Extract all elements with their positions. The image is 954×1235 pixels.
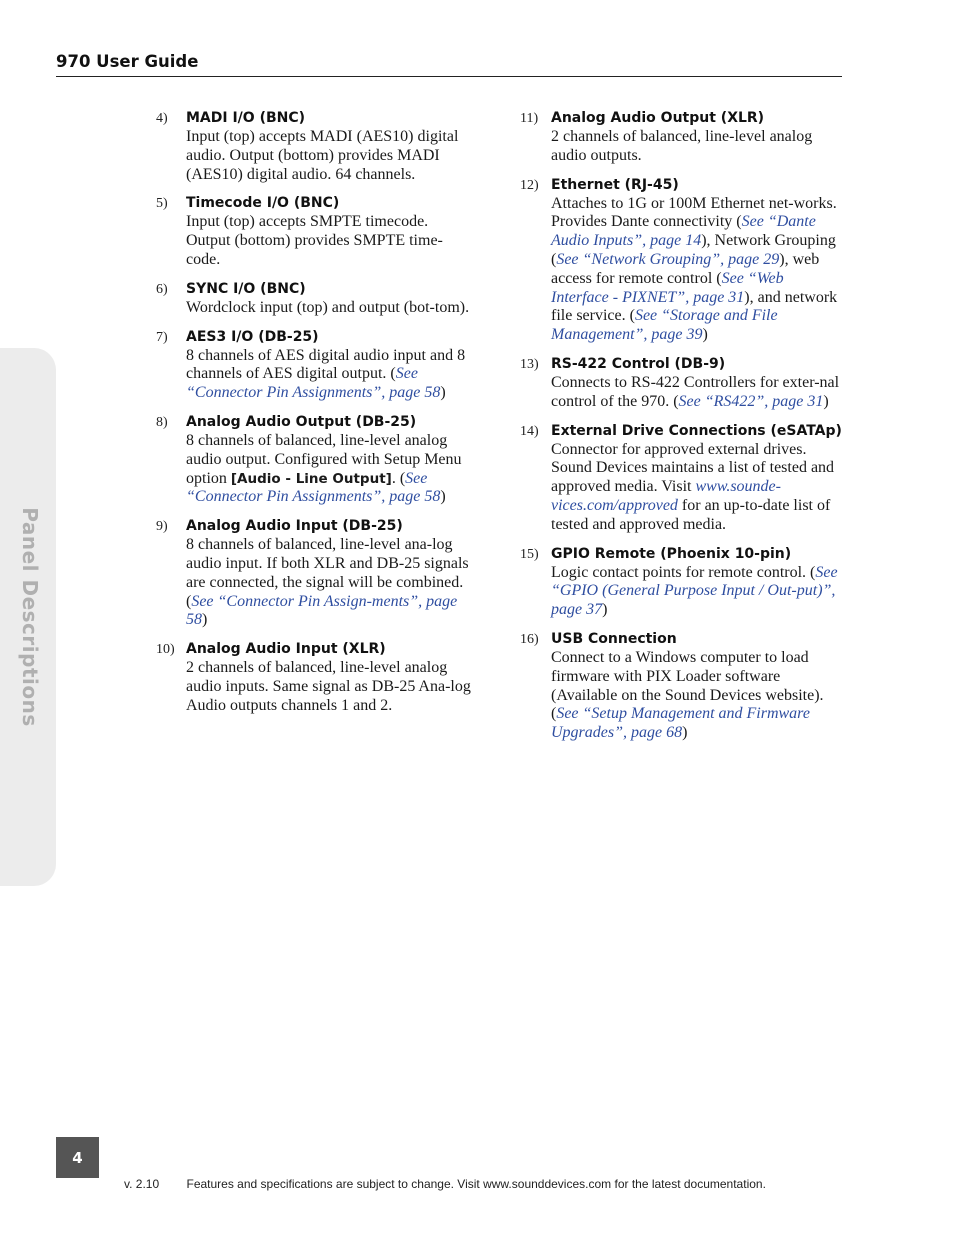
page-number: 4	[56, 1137, 99, 1178]
item-number: 8)	[156, 414, 168, 430]
item-description	[186, 432, 476, 507]
description-text: Input (top) accepts MADI (AES10) digital audio. Output (bottom) provides MADI (AES10) digital audio. 64 channels.	[186, 128, 459, 183]
header-rule	[56, 76, 842, 77]
cross-reference-link[interactable]: See “Dante Audio Inputs”, page 14	[551, 213, 816, 250]
item-number: 5)	[156, 196, 168, 212]
cross-reference-link[interactable]: See “Connector Pin Assignments”, page 58	[186, 365, 441, 402]
description-text: )	[702, 326, 708, 344]
description-text: )	[602, 601, 608, 619]
list-item	[520, 354, 842, 412]
item-number: 9)	[156, 519, 168, 535]
item-description	[186, 213, 476, 269]
item-description	[186, 536, 476, 630]
item-number: 15)	[520, 546, 539, 562]
item-description	[551, 195, 842, 345]
description-text: ), and network file service. (	[551, 288, 838, 325]
description-text: Attaches to 1G or 100M Ethernet net-works. Provides Dante connectivity (	[551, 194, 837, 231]
item-description	[551, 649, 842, 743]
item-title: Analog Audio Output (XLR)	[551, 110, 765, 126]
item-title: Analog Audio Input (DB-25)	[186, 518, 403, 535]
cross-reference-link[interactable]: See “Storage and File Management”, page 39	[551, 307, 778, 344]
cross-reference-link[interactable]: See “GPIO (General Purpose Input / Out-put)”, page 37	[551, 563, 838, 619]
list-item	[520, 175, 842, 345]
item-description	[551, 128, 842, 166]
list-item	[156, 193, 476, 269]
description-text: 8 channels of balanced, line-level ana-log audio input. If both XLR and DB-25 signals are connected, the signal will be combined. (	[186, 536, 469, 610]
description-text: )	[682, 724, 688, 742]
left-column	[156, 108, 476, 725]
list-item	[156, 327, 476, 403]
item-description	[186, 659, 476, 715]
item-number: 6)	[156, 281, 168, 297]
description-text: Wordclock input (top) and output (bot-tom).	[186, 298, 470, 316]
cross-reference-link[interactable]: See “Connector Pin Assign-ments”, page 58	[186, 592, 458, 629]
item-number: 14)	[520, 423, 539, 439]
description-text: Connect to a Windows computer to load firmware with PIX Loader software (Available on the Sound Devices website). (	[551, 648, 824, 723]
item-number: 7)	[156, 329, 168, 345]
item-title: SYNC I/O (BNC)	[186, 280, 306, 297]
list-item	[156, 516, 476, 630]
description-text: Logic contact points for remote control. (	[551, 563, 816, 581]
item-description	[186, 128, 476, 184]
item-description	[551, 374, 842, 412]
item-title: RS-422 Control (DB-9)	[551, 355, 726, 372]
item-number: 11)	[520, 111, 539, 126]
list-item	[156, 279, 476, 318]
item-title: USB Connection	[551, 630, 677, 647]
cross-reference-link[interactable]: See “RS422”, page 31	[678, 392, 824, 410]
description-text: Connector for approved external drives. Sound Devices maintains a list of tested and approved media. Visit	[551, 440, 835, 496]
list-item	[156, 639, 476, 715]
description-text: Input (top) accepts SMPTE timecode. Output (bottom) provides SMPTE time-code.	[186, 213, 443, 268]
list-item	[520, 629, 842, 743]
cross-reference-link[interactable]: www.sounde-vices.com/approved	[551, 478, 781, 514]
menu-option-text: [Audio - Line Output]	[230, 470, 392, 487]
item-description	[551, 441, 842, 535]
item-title: AES3 I/O (DB-25)	[186, 328, 319, 345]
description-text: )	[440, 384, 446, 402]
item-number: 12)	[520, 177, 539, 193]
footer-notice: Features and specifications are subject to change. Visit www.sounddevices.com for the latest documentation.	[186, 1177, 766, 1191]
footer-version: v. 2.10	[124, 1177, 160, 1191]
item-title: Analog Audio Input (XLR)	[186, 641, 386, 658]
item-number: 4)	[156, 111, 168, 126]
footer	[124, 1177, 766, 1191]
description-text: for an up-to-date list of tested and approved media.	[551, 496, 831, 533]
right-column	[520, 108, 842, 752]
description-text: 2 channels of balanced, line-level analog audio inputs. Same signal as DB-25 Ana-log Audio outputs channels 1 and 2.	[186, 659, 471, 714]
item-number: 16)	[520, 631, 539, 647]
item-title: External Drive Connections (eSATAp)	[551, 422, 842, 439]
item-title: Ethernet (RJ-45)	[551, 176, 679, 193]
list-item	[520, 421, 842, 535]
item-description	[186, 299, 476, 318]
description-text: Connects to RS-422 Controllers for exter-nal control of the 970. (	[551, 373, 840, 410]
cross-reference-link[interactable]: See “Connector Pin Assignments”, page 58	[186, 469, 441, 506]
list-item	[520, 108, 842, 166]
description-text: )	[440, 488, 446, 506]
item-description	[186, 347, 476, 403]
description-text: 2 channels of balanced, line-level analog audio outputs.	[551, 128, 813, 164]
list-item	[156, 412, 476, 507]
description-text: . (	[391, 469, 406, 487]
page-header-title: 970 User Guide	[56, 52, 199, 71]
description-text: 8 channels of AES digital audio input and 8 channels of AES digital output. (	[186, 346, 466, 383]
item-description	[551, 564, 842, 620]
side-section-label: Panel Descriptions	[18, 507, 42, 727]
cross-reference-link[interactable]: See “Setup Management and Firmware Upgrades”, page 68	[551, 705, 810, 742]
description-text: )	[823, 392, 829, 410]
description-text: )	[202, 611, 208, 629]
cross-reference-link[interactable]: See “Network Grouping”, page 29	[556, 250, 780, 268]
list-item	[520, 544, 842, 620]
list-item	[156, 108, 476, 184]
description-text: 8 channels of balanced, line-level analog audio output. Configured with Setup Menu option	[186, 431, 462, 487]
description-text: ), web access for remote control (	[551, 250, 820, 287]
item-title: Timecode I/O (BNC)	[186, 195, 340, 212]
item-title: GPIO Remote (Phoenix 10-pin)	[551, 545, 792, 562]
item-title: MADI I/O (BNC)	[186, 110, 306, 126]
item-title: Analog Audio Output (DB-25)	[186, 413, 417, 430]
item-number: 10)	[156, 642, 175, 658]
cross-reference-link[interactable]: See “Web Interface - PIXNET”, page 31	[551, 269, 784, 306]
item-number: 13)	[520, 356, 539, 372]
description-text: ), Network Grouping (	[551, 232, 836, 268]
